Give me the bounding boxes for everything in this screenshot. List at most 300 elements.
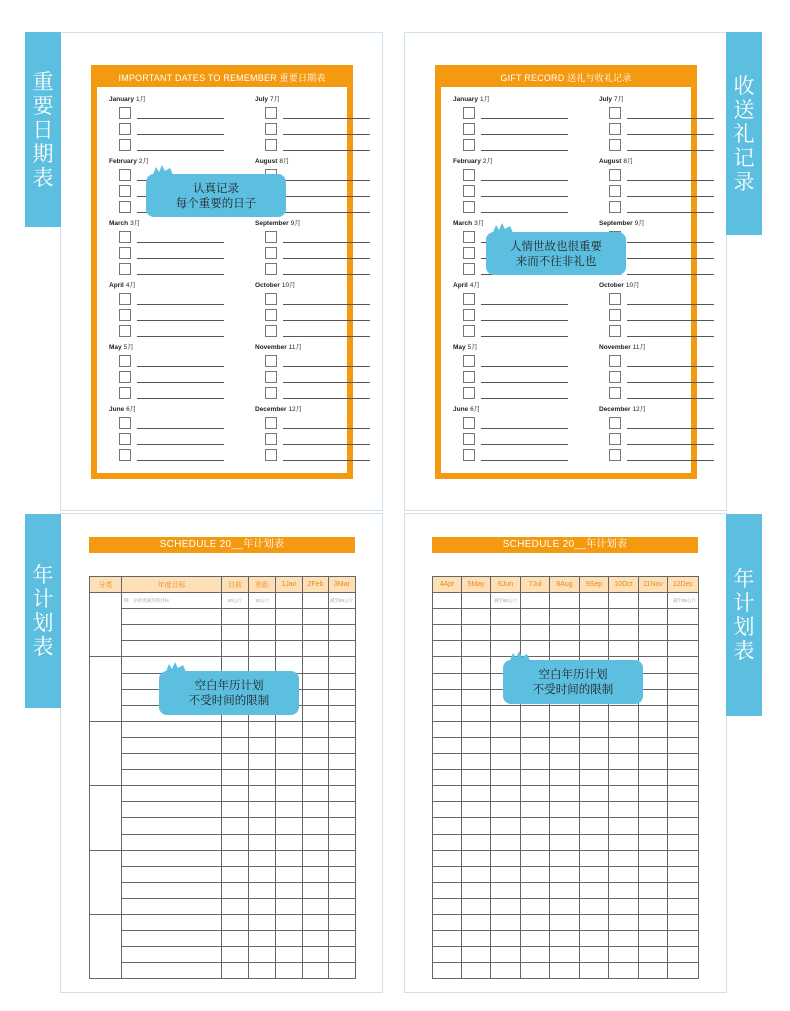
table-cell[interactable] [462, 850, 491, 866]
entry-checkbox[interactable] [119, 309, 131, 321]
table-cell[interactable] [122, 754, 222, 770]
table-cell[interactable] [329, 737, 356, 753]
table-cell[interactable] [462, 705, 491, 721]
table-cell[interactable] [580, 609, 609, 625]
table-cell[interactable] [609, 802, 639, 818]
entry-checkbox[interactable] [265, 325, 277, 337]
table-cell[interactable] [276, 625, 303, 641]
table-cell[interactable] [329, 818, 356, 834]
entry-write-line[interactable] [481, 444, 568, 445]
table-cell[interactable] [249, 625, 276, 641]
entry-checkbox[interactable] [119, 387, 131, 399]
date-entry[interactable] [119, 387, 224, 399]
table-cell[interactable] [433, 818, 462, 834]
table-cell[interactable] [639, 721, 668, 737]
date-entry[interactable] [463, 417, 568, 429]
entry-write-line[interactable] [283, 242, 370, 243]
table-cell[interactable] [303, 834, 329, 850]
entry-write-line[interactable] [481, 428, 568, 429]
table-cell[interactable] [639, 818, 668, 834]
table-cell[interactable] [580, 770, 609, 786]
table-cell[interactable] [580, 963, 609, 979]
entry-checkbox[interactable] [463, 309, 475, 321]
table-cell[interactable] [249, 609, 276, 625]
entry-write-line[interactable] [627, 242, 714, 243]
entry-write-line[interactable] [283, 134, 370, 135]
table-cell[interactable] [609, 641, 639, 657]
table-cell[interactable] [639, 882, 668, 898]
table-cell[interactable] [462, 673, 491, 689]
table-cell[interactable] [249, 802, 276, 818]
table-cell[interactable] [303, 850, 329, 866]
entry-checkbox[interactable] [463, 107, 475, 119]
table-cell[interactable] [276, 963, 303, 979]
table-cell[interactable] [462, 866, 491, 882]
table-cell[interactable] [329, 931, 356, 947]
entry-write-line[interactable] [283, 460, 370, 461]
entry-write-line[interactable] [481, 150, 568, 151]
entry-write-line[interactable] [137, 134, 224, 135]
table-cell[interactable] [491, 914, 521, 930]
table-cell[interactable] [222, 625, 249, 641]
table-cell[interactable] [639, 625, 668, 641]
date-entry[interactable] [609, 123, 714, 135]
category-cell[interactable] [90, 657, 122, 721]
table-cell[interactable] [249, 898, 276, 914]
entry-write-line[interactable] [137, 428, 224, 429]
table-cell[interactable] [276, 802, 303, 818]
table-cell[interactable] [491, 705, 521, 721]
entry-checkbox[interactable] [463, 231, 475, 243]
table-cell[interactable] [303, 609, 329, 625]
table-cell[interactable] [609, 850, 639, 866]
entry-checkbox[interactable] [609, 123, 621, 135]
entry-write-line[interactable] [283, 196, 370, 197]
table-cell[interactable] [329, 673, 356, 689]
table-cell[interactable] [249, 866, 276, 882]
entry-checkbox[interactable] [609, 417, 621, 429]
table-cell[interactable] [329, 914, 356, 930]
table-cell[interactable] [521, 882, 550, 898]
table-cell[interactable] [668, 882, 699, 898]
entry-write-line[interactable] [283, 180, 370, 181]
table-cell[interactable] [521, 947, 550, 963]
table-cell[interactable] [491, 721, 521, 737]
table-cell[interactable] [580, 834, 609, 850]
date-entry[interactable] [463, 433, 568, 445]
category-cell[interactable] [90, 850, 122, 914]
entry-write-line[interactable] [627, 304, 714, 305]
table-cell[interactable] [491, 850, 521, 866]
table-cell[interactable] [222, 963, 249, 979]
table-cell[interactable] [550, 737, 580, 753]
table-cell[interactable] [276, 721, 303, 737]
table-cell[interactable] [521, 625, 550, 641]
table-cell[interactable] [303, 705, 329, 721]
table-cell[interactable] [122, 641, 222, 657]
entry-write-line[interactable] [481, 134, 568, 135]
table-cell[interactable] [550, 721, 580, 737]
table-cell[interactable] [668, 898, 699, 914]
table-cell[interactable] [639, 737, 668, 753]
table-cell[interactable] [580, 947, 609, 963]
date-entry[interactable] [119, 139, 224, 151]
table-cell[interactable] [303, 947, 329, 963]
table-cell[interactable] [462, 737, 491, 753]
table-cell[interactable] [609, 834, 639, 850]
table-cell[interactable] [580, 705, 609, 721]
table-cell[interactable] [521, 705, 550, 721]
table-cell[interactable] [491, 818, 521, 834]
entry-checkbox[interactable] [463, 433, 475, 445]
table-cell[interactable] [276, 898, 303, 914]
entry-write-line[interactable] [137, 336, 224, 337]
table-cell[interactable] [329, 689, 356, 705]
date-entry[interactable] [609, 309, 714, 321]
entry-write-line[interactable] [627, 118, 714, 119]
date-entry[interactable] [119, 371, 224, 383]
table-cell[interactable] [433, 737, 462, 753]
entry-checkbox[interactable] [609, 325, 621, 337]
date-entry[interactable] [609, 139, 714, 151]
date-entry[interactable] [119, 247, 224, 259]
date-entry[interactable] [119, 433, 224, 445]
entry-write-line[interactable] [627, 274, 714, 275]
table-cell[interactable] [303, 898, 329, 914]
table-cell[interactable] [303, 657, 329, 673]
table-cell[interactable] [433, 882, 462, 898]
date-entry[interactable] [265, 293, 370, 305]
entry-checkbox[interactable] [609, 293, 621, 305]
table-cell[interactable] [329, 963, 356, 979]
date-entry[interactable] [609, 433, 714, 445]
entry-write-line[interactable] [627, 428, 714, 429]
date-entry[interactable] [463, 371, 568, 383]
date-entry[interactable] [609, 107, 714, 119]
table-cell[interactable] [609, 947, 639, 963]
date-entry[interactable] [265, 325, 370, 337]
table-cell[interactable] [122, 963, 222, 979]
entry-checkbox[interactable] [265, 309, 277, 321]
table-cell[interactable] [462, 770, 491, 786]
table-cell[interactable] [668, 786, 699, 802]
table-cell[interactable] [639, 947, 668, 963]
table-cell[interactable] [122, 931, 222, 947]
entry-write-line[interactable] [283, 212, 370, 213]
table-cell[interactable] [491, 770, 521, 786]
table-cell[interactable] [303, 866, 329, 882]
table-cell[interactable] [550, 786, 580, 802]
table-cell[interactable] [462, 609, 491, 625]
date-entry[interactable] [609, 371, 714, 383]
entry-write-line[interactable] [627, 320, 714, 321]
date-entry[interactable] [265, 263, 370, 275]
table-cell[interactable] [491, 947, 521, 963]
table-cell[interactable] [122, 625, 222, 641]
entry-write-line[interactable] [283, 274, 370, 275]
entry-write-line[interactable] [283, 258, 370, 259]
category-cell[interactable] [90, 914, 122, 978]
table-cell[interactable] [550, 882, 580, 898]
table-cell[interactable] [550, 866, 580, 882]
date-entry[interactable] [609, 201, 714, 213]
table-cell[interactable] [433, 898, 462, 914]
table-cell[interactable] [222, 786, 249, 802]
table-cell[interactable] [433, 593, 462, 609]
table-cell[interactable] [303, 882, 329, 898]
table-cell[interactable]: 减至55公斤 [329, 593, 356, 609]
table-cell[interactable] [462, 641, 491, 657]
entry-checkbox[interactable] [119, 371, 131, 383]
table-cell[interactable] [303, 737, 329, 753]
table-cell[interactable] [433, 657, 462, 673]
date-entry[interactable] [119, 449, 224, 461]
table-cell[interactable] [462, 914, 491, 930]
date-entry[interactable] [463, 185, 568, 197]
table-cell[interactable] [639, 593, 668, 609]
table-cell[interactable] [303, 721, 329, 737]
table-cell[interactable] [462, 834, 491, 850]
table-cell[interactable] [122, 850, 222, 866]
table-cell[interactable] [550, 770, 580, 786]
table-cell[interactable] [668, 834, 699, 850]
table-cell[interactable] [639, 963, 668, 979]
table-cell[interactable] [329, 786, 356, 802]
table-cell[interactable] [580, 931, 609, 947]
table-cell[interactable] [580, 850, 609, 866]
table-cell[interactable] [668, 641, 699, 657]
table-cell[interactable] [276, 786, 303, 802]
table-cell[interactable] [433, 609, 462, 625]
table-cell[interactable] [668, 931, 699, 947]
table-cell[interactable] [609, 914, 639, 930]
table-cell[interactable] [491, 882, 521, 898]
date-entry[interactable] [609, 417, 714, 429]
entry-write-line[interactable] [283, 320, 370, 321]
entry-write-line[interactable] [137, 242, 224, 243]
entry-checkbox[interactable] [119, 325, 131, 337]
table-cell[interactable] [580, 882, 609, 898]
date-entry[interactable] [265, 139, 370, 151]
date-entry[interactable] [119, 309, 224, 321]
table-cell[interactable] [668, 705, 699, 721]
table-cell[interactable] [122, 914, 222, 930]
entry-checkbox[interactable] [463, 169, 475, 181]
table-cell[interactable] [668, 770, 699, 786]
entry-write-line[interactable] [137, 258, 224, 259]
entry-checkbox[interactable] [265, 107, 277, 119]
category-cell[interactable] [90, 721, 122, 785]
table-cell[interactable] [329, 947, 356, 963]
entry-checkbox[interactable] [265, 387, 277, 399]
table-cell[interactable] [521, 770, 550, 786]
entry-write-line[interactable] [137, 382, 224, 383]
date-entry[interactable] [609, 169, 714, 181]
table-cell[interactable] [639, 609, 668, 625]
entry-checkbox[interactable] [609, 387, 621, 399]
table-cell[interactable] [462, 754, 491, 770]
entry-checkbox[interactable] [609, 355, 621, 367]
table-cell[interactable] [668, 754, 699, 770]
entry-write-line[interactable] [137, 444, 224, 445]
table-cell[interactable] [550, 593, 580, 609]
table-cell[interactable] [222, 818, 249, 834]
entry-write-line[interactable] [481, 118, 568, 119]
table-cell[interactable]: 减至60公斤 [491, 593, 521, 609]
table-cell[interactable] [491, 834, 521, 850]
date-entry[interactable] [119, 263, 224, 275]
table-cell[interactable] [303, 625, 329, 641]
date-entry[interactable] [265, 433, 370, 445]
table-cell[interactable] [222, 947, 249, 963]
table-cell[interactable] [276, 737, 303, 753]
table-cell[interactable] [329, 705, 356, 721]
table-cell[interactable] [249, 834, 276, 850]
table-cell[interactable] [276, 914, 303, 930]
entry-write-line[interactable] [283, 398, 370, 399]
entry-write-line[interactable] [137, 304, 224, 305]
table-cell[interactable] [303, 786, 329, 802]
table-cell[interactable] [521, 866, 550, 882]
table-cell[interactable] [491, 609, 521, 625]
table-cell[interactable] [550, 754, 580, 770]
entry-write-line[interactable] [627, 366, 714, 367]
table-cell[interactable] [521, 963, 550, 979]
table-cell[interactable] [668, 947, 699, 963]
date-entry[interactable] [265, 355, 370, 367]
entry-write-line[interactable] [481, 196, 568, 197]
date-entry[interactable] [463, 355, 568, 367]
date-entry[interactable] [119, 107, 224, 119]
entry-checkbox[interactable] [609, 201, 621, 213]
table-cell[interactable] [222, 850, 249, 866]
table-cell[interactable]: 15公斤 [249, 593, 276, 609]
table-cell[interactable] [122, 947, 222, 963]
table-cell[interactable] [329, 625, 356, 641]
table-cell[interactable] [249, 882, 276, 898]
table-cell[interactable] [521, 834, 550, 850]
table-cell[interactable] [433, 802, 462, 818]
table-cell[interactable] [550, 914, 580, 930]
table-cell[interactable] [329, 866, 356, 882]
table-cell[interactable]: 减至55公斤 [668, 593, 699, 609]
table-cell[interactable] [249, 931, 276, 947]
table-cell[interactable] [329, 770, 356, 786]
entry-checkbox[interactable] [119, 231, 131, 243]
table-cell[interactable] [580, 721, 609, 737]
entry-write-line[interactable] [283, 336, 370, 337]
table-cell[interactable] [303, 931, 329, 947]
entry-write-line[interactable] [627, 460, 714, 461]
table-cell[interactable] [329, 641, 356, 657]
entry-checkbox[interactable] [119, 139, 131, 151]
entry-write-line[interactable] [137, 398, 224, 399]
date-entry[interactable] [609, 293, 714, 305]
table-cell[interactable] [580, 625, 609, 641]
entry-checkbox[interactable] [119, 185, 131, 197]
table-cell[interactable] [329, 657, 356, 673]
entry-checkbox[interactable] [265, 433, 277, 445]
table-cell[interactable] [668, 657, 699, 673]
table-cell[interactable] [303, 754, 329, 770]
table-cell[interactable] [249, 850, 276, 866]
entry-write-line[interactable] [137, 150, 224, 151]
table-cell[interactable] [303, 770, 329, 786]
entry-checkbox[interactable] [463, 201, 475, 213]
table-cell[interactable] [433, 963, 462, 979]
entry-checkbox[interactable] [609, 449, 621, 461]
entry-checkbox[interactable] [463, 247, 475, 259]
table-cell[interactable] [462, 625, 491, 641]
entry-checkbox[interactable] [463, 387, 475, 399]
date-entry[interactable] [463, 309, 568, 321]
table-cell[interactable] [462, 931, 491, 947]
table-cell[interactable] [639, 641, 668, 657]
table-cell[interactable] [668, 737, 699, 753]
table-cell[interactable] [122, 786, 222, 802]
table-cell[interactable] [222, 882, 249, 898]
table-cell[interactable] [462, 898, 491, 914]
table-cell[interactable] [249, 963, 276, 979]
entry-write-line[interactable] [627, 398, 714, 399]
date-entry[interactable] [609, 325, 714, 337]
table-cell[interactable] [433, 866, 462, 882]
table-cell[interactable] [550, 625, 580, 641]
table-cell[interactable] [222, 834, 249, 850]
table-cell[interactable] [222, 866, 249, 882]
table-cell[interactable] [668, 689, 699, 705]
entry-write-line[interactable] [481, 336, 568, 337]
entry-write-line[interactable] [481, 320, 568, 321]
table-cell[interactable] [329, 754, 356, 770]
table-cell[interactable] [122, 770, 222, 786]
table-cell[interactable] [639, 866, 668, 882]
table-cell[interactable] [550, 609, 580, 625]
table-cell[interactable] [639, 770, 668, 786]
date-entry[interactable] [463, 123, 568, 135]
table-cell[interactable] [580, 786, 609, 802]
entry-write-line[interactable] [627, 134, 714, 135]
table-cell[interactable] [329, 882, 356, 898]
entry-checkbox[interactable] [463, 263, 475, 275]
date-entry[interactable] [463, 107, 568, 119]
entry-checkbox[interactable] [119, 417, 131, 429]
table-cell[interactable] [580, 914, 609, 930]
entry-checkbox[interactable] [609, 185, 621, 197]
table-cell[interactable] [550, 898, 580, 914]
table-cell[interactable] [462, 721, 491, 737]
table-cell[interactable] [433, 850, 462, 866]
date-entry[interactable] [119, 325, 224, 337]
entry-checkbox[interactable] [609, 371, 621, 383]
table-cell[interactable] [433, 786, 462, 802]
table-cell[interactable] [249, 770, 276, 786]
entry-write-line[interactable] [481, 180, 568, 181]
table-cell[interactable] [222, 737, 249, 753]
table-cell[interactable] [433, 754, 462, 770]
date-entry[interactable] [463, 449, 568, 461]
entry-checkbox[interactable] [119, 107, 131, 119]
table-cell[interactable] [668, 850, 699, 866]
table-cell[interactable] [580, 593, 609, 609]
table-cell[interactable] [433, 705, 462, 721]
table-cell[interactable] [521, 754, 550, 770]
date-entry[interactable] [265, 449, 370, 461]
table-cell[interactable] [668, 963, 699, 979]
entry-write-line[interactable] [137, 366, 224, 367]
table-cell[interactable] [122, 721, 222, 737]
table-cell[interactable] [276, 882, 303, 898]
